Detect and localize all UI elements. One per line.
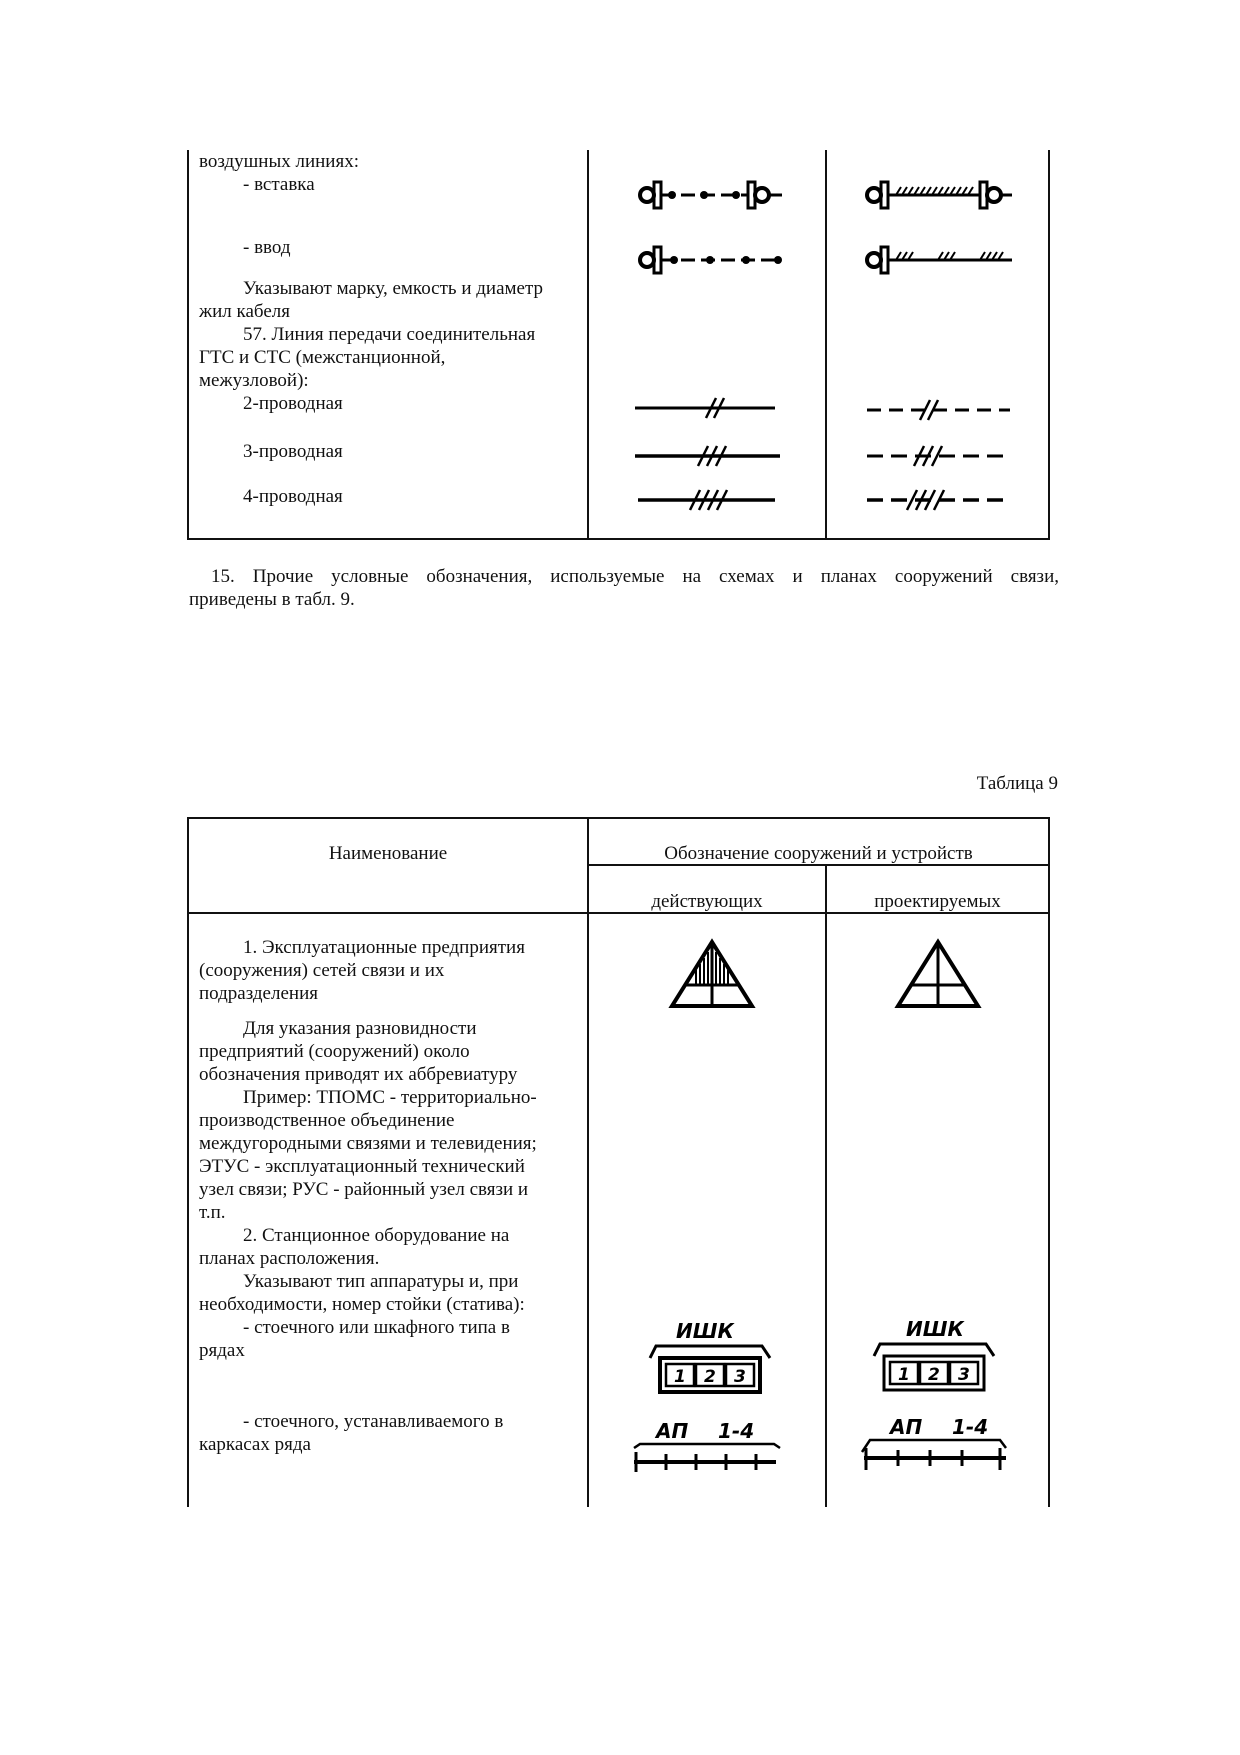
paragraph-line-1: 15. Прочие условные обозначения, используемые на схемах и планах сооружений связи, bbox=[211, 566, 1059, 587]
line-3wire-existing-icon bbox=[635, 446, 780, 466]
t8-border-col3 bbox=[825, 150, 827, 539]
t9-text: 1. Эксплуатационные предприятия (сооружения) сетей связи и их подразделения Для указания разновидности предприятий (сооружений) около обозначения приводят их аббревиатуру Пример: ТПОМС - территориально- производственное объединение междугородными связями и телевидения; ЭТУС - эксплуатационный технический узел связи; РУС - районный узел связи и т.п. 2. Станционное оборудование на планах расположения. Указывают тип аппаратуры и, при необходимости, номер стойки (статива): - стоечного или шкафного типа в рядах - стоечного, устанавливаемого в каркасах ряда bbox=[199, 937, 537, 1455]
paragraph-line-2: приведены в табл. 9. bbox=[189, 589, 355, 610]
cell-1: 1 bbox=[898, 1365, 910, 1385]
frame-range-label: 1-4 bbox=[718, 1419, 755, 1443]
rack-frame-projected-icon bbox=[856, 1414, 1016, 1476]
frame-type-label: АП bbox=[656, 1419, 689, 1443]
t8-border-left bbox=[187, 150, 189, 539]
t9-border-col2 bbox=[587, 817, 589, 1507]
paragraph-15 bbox=[189, 565, 1059, 611]
enterprise-existing-icon bbox=[668, 938, 756, 1010]
enterprise-projected-icon bbox=[894, 938, 982, 1010]
t9-border-right bbox=[1048, 817, 1050, 1507]
rack-type-label: ИШК bbox=[906, 1317, 964, 1341]
t8-symbols-existing bbox=[630, 168, 790, 518]
line-2wire-existing-icon bbox=[635, 398, 775, 418]
line-4wire-projected-icon bbox=[867, 490, 1010, 510]
line-2wire-projected-icon bbox=[867, 400, 1010, 420]
header-name: Наименование bbox=[328, 843, 448, 864]
rack-cabinet-projected-icon bbox=[870, 1316, 1000, 1396]
header-existing: действующих bbox=[651, 891, 763, 912]
entry-projected-icon bbox=[867, 247, 1012, 273]
cell-2: 2 bbox=[928, 1365, 940, 1385]
line-3wire-projected-icon bbox=[867, 446, 1010, 466]
line-4wire-existing-icon bbox=[638, 490, 775, 510]
t8-border-col2 bbox=[587, 150, 589, 539]
insert-existing-icon bbox=[640, 182, 782, 208]
entry-existing-icon bbox=[640, 247, 782, 273]
t9-border-col3 bbox=[825, 864, 827, 1507]
cell-3: 3 bbox=[734, 1367, 746, 1387]
rack-frame-existing-icon bbox=[626, 1418, 786, 1480]
cell-3: 3 bbox=[958, 1365, 970, 1385]
rack-cabinet-existing-icon bbox=[646, 1318, 776, 1398]
rack-type-label: ИШК bbox=[676, 1319, 734, 1343]
t9-border-left bbox=[187, 817, 189, 1507]
frame-type-label: АП bbox=[890, 1415, 923, 1439]
t8-text: воздушных линиях: - вставка - ввод Указывают марку, емкость и диаметр жил кабеля 57. Линия передачи соединительная ГТС и СТС (межстанционной, межузловой): 2-проводная 3-проводная 4-проводная bbox=[199, 151, 543, 507]
cell-2: 2 bbox=[704, 1367, 716, 1387]
header-projected: проектируемых bbox=[874, 891, 1001, 912]
t8-symbols-projected bbox=[862, 168, 1022, 518]
t9-border-top bbox=[187, 817, 1050, 819]
header-designation: Обозначение сооружений и устройств bbox=[664, 843, 973, 864]
cell-1: 1 bbox=[674, 1367, 686, 1387]
frame-range-label: 1-4 bbox=[952, 1415, 989, 1439]
t8-border-bottom bbox=[187, 538, 1050, 540]
insert-projected-icon bbox=[867, 182, 1012, 208]
table-9-caption: Таблица 9 bbox=[976, 773, 1058, 794]
t8-border-right bbox=[1048, 150, 1050, 539]
